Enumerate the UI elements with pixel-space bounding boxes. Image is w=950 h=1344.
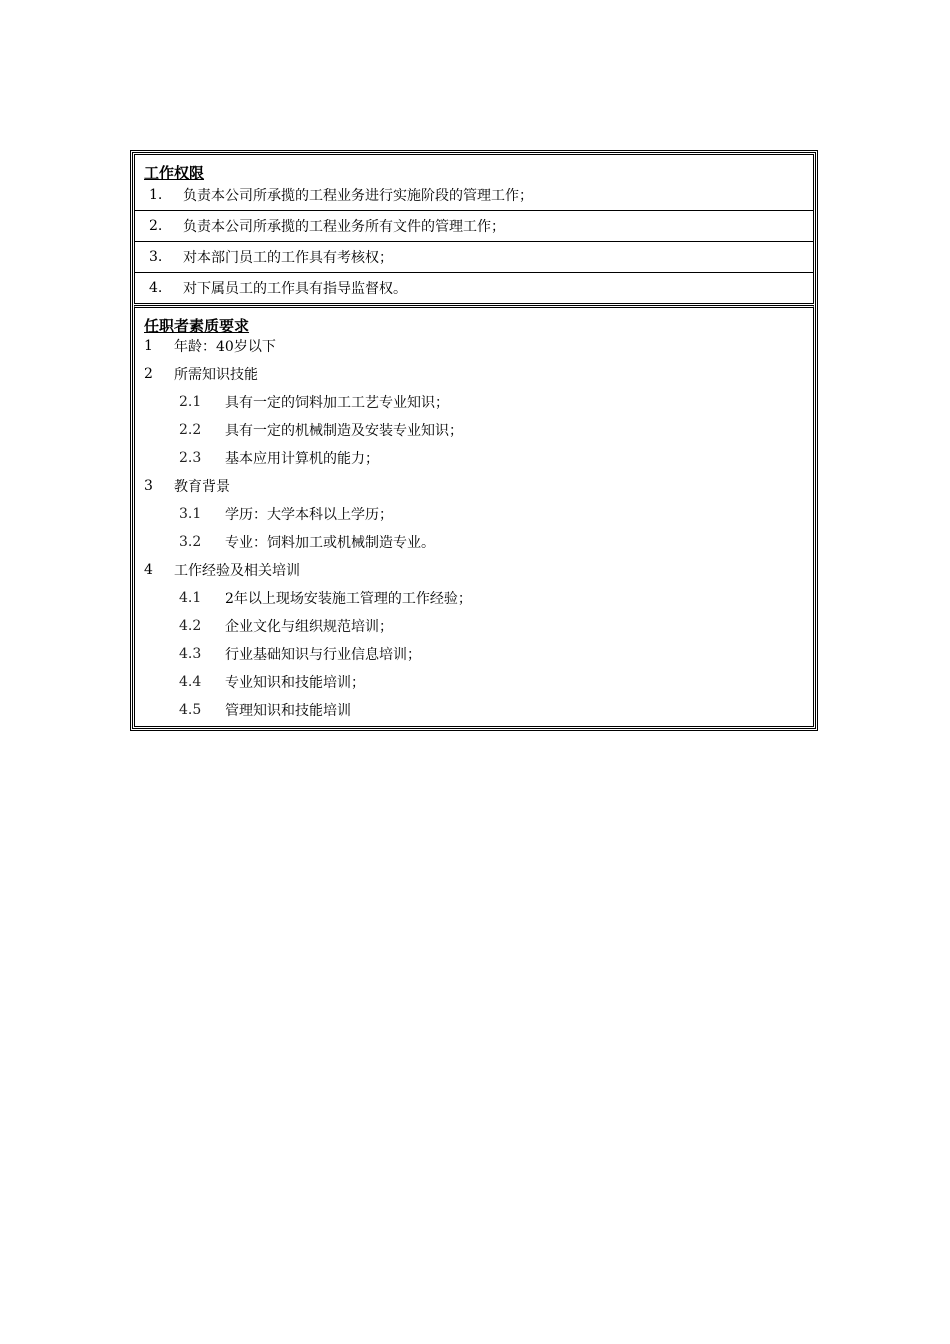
requirement-text: 专业知识和技能培训； <box>225 675 365 691</box>
requirement-number: 4.1 <box>179 590 202 606</box>
requirement-text: 基本应用计算机的能力； <box>225 451 379 467</box>
requirement-number: 2 <box>144 366 153 382</box>
authority-item <box>135 179 813 210</box>
authority-item-text: 对下属员工的工作具有指导监督权。 <box>183 281 407 297</box>
requirement-line <box>135 472 813 500</box>
authority-heading: 工作权限 <box>144 164 205 182</box>
authority-item <box>135 241 813 272</box>
requirement-number: 2.2 <box>179 422 202 438</box>
requirement-text: 专业：饲料加工或机械制造专业。 <box>225 535 435 551</box>
requirement-subline <box>135 444 813 472</box>
requirement-number: 4.5 <box>179 702 202 718</box>
requirement-subline <box>135 668 813 696</box>
requirement-text: 行业基础知识与行业信息培训； <box>225 647 421 663</box>
authority-item-number: 2. <box>149 218 163 234</box>
requirement-subline <box>135 696 813 724</box>
requirement-text: 年龄：40岁以下 <box>174 339 276 355</box>
requirement-number: 4 <box>144 562 153 578</box>
requirement-subline <box>135 388 813 416</box>
authority-item-number: 4. <box>149 280 163 296</box>
authority-section <box>134 154 814 304</box>
requirement-subline <box>135 528 813 556</box>
requirements-section <box>134 305 814 727</box>
requirement-number: 3.2 <box>179 534 202 550</box>
requirement-subline <box>135 584 813 612</box>
requirement-number: 4.2 <box>179 618 202 634</box>
requirement-text: 教育背景 <box>174 479 230 495</box>
authority-item-text: 对本部门员工的工作具有考核权； <box>183 250 393 266</box>
requirement-subline <box>135 500 813 528</box>
requirement-number: 3.1 <box>179 506 202 522</box>
authority-item-number: 3. <box>149 249 163 265</box>
requirement-line <box>135 556 813 584</box>
requirement-number: 1 <box>144 338 153 354</box>
authority-item-text: 负责本公司所承揽的工程业务所有文件的管理工作； <box>183 219 505 235</box>
requirement-number: 4.3 <box>179 646 202 662</box>
authority-item <box>135 272 813 303</box>
requirement-number: 3 <box>144 478 153 494</box>
requirement-subline <box>135 612 813 640</box>
requirement-text: 企业文化与组织规范培训； <box>225 619 393 635</box>
requirement-number: 4.4 <box>179 674 202 690</box>
job-description-table <box>130 150 818 731</box>
requirement-text: 学历：大学本科以上学历； <box>225 507 393 523</box>
requirement-text: 具有一定的饲料加工工艺专业知识； <box>225 395 449 411</box>
requirement-subline <box>135 640 813 668</box>
requirement-subline <box>135 416 813 444</box>
requirement-number: 2.1 <box>179 394 202 410</box>
requirement-text: 2年以上现场安装施工管理的工作经验； <box>225 591 472 607</box>
requirement-text: 具有一定的机械制造及安装专业知识； <box>225 423 463 439</box>
requirements-heading: 任职者素质要求 <box>144 317 250 335</box>
requirement-line <box>135 332 813 360</box>
authority-item-text: 负责本公司所承揽的工程业务进行实施阶段的管理工作； <box>183 187 533 204</box>
requirement-text: 所需知识技能 <box>174 367 258 383</box>
authority-item <box>135 210 813 241</box>
requirement-line <box>135 360 813 388</box>
authority-item-number: 1. <box>149 186 163 203</box>
requirement-text: 工作经验及相关培训 <box>174 563 300 579</box>
requirement-number: 2.3 <box>179 450 202 466</box>
requirement-text: 管理知识和技能培训 <box>225 703 351 719</box>
